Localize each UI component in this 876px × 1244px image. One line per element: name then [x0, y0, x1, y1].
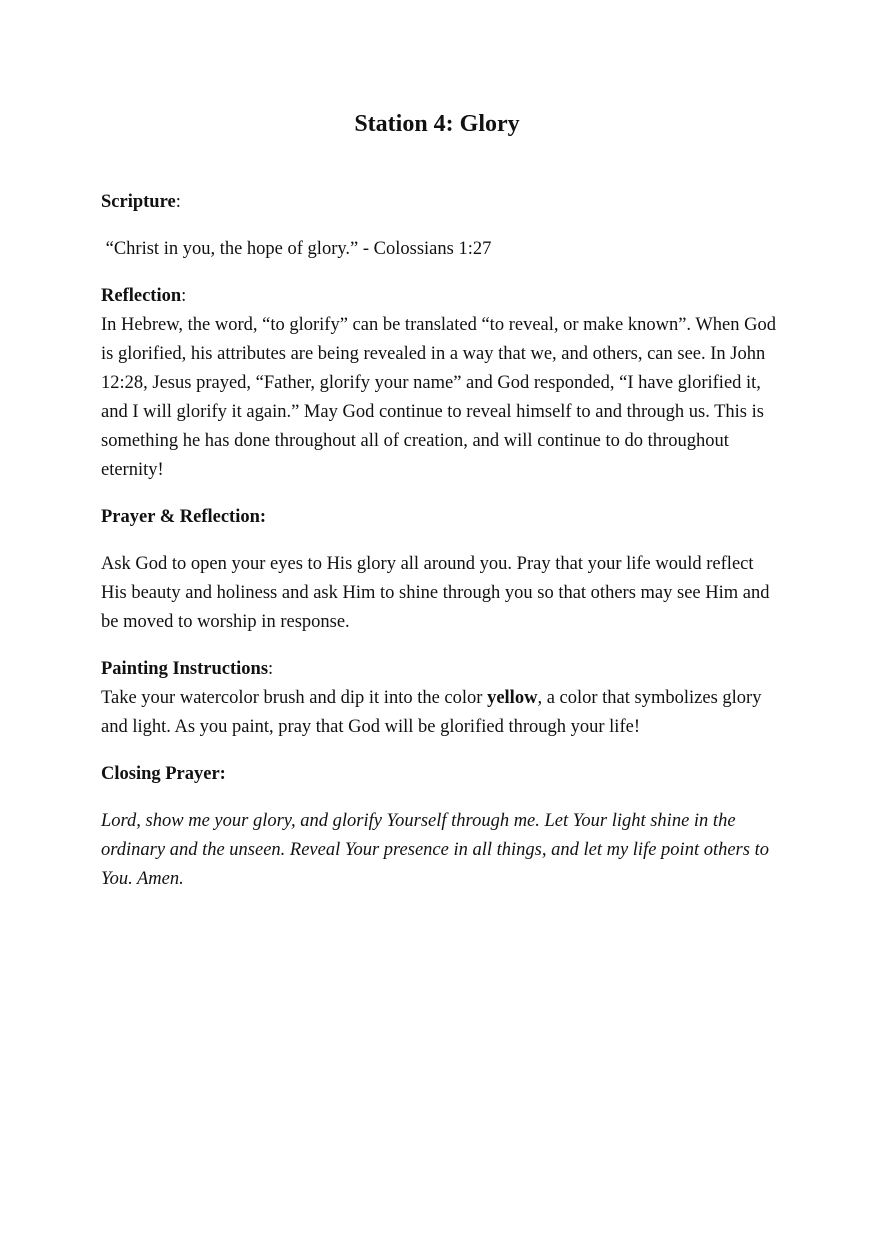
prayer-reflection-heading: Prayer & Reflection:: [101, 507, 267, 527]
scripture-heading-line: [101, 188, 777, 217]
closing-prayer-heading: Closing Prayer:: [101, 764, 226, 784]
painting-heading-line: [101, 655, 777, 684]
painting-body: [101, 684, 777, 742]
scripture-heading-colon: :: [175, 192, 181, 212]
reflection-heading-colon: :: [181, 286, 187, 306]
painting-color-word: yellow: [487, 688, 538, 708]
reflection-body: In Hebrew, the word, “to glorify” can be translated “to reveal, or make known”. When God is glorified, his attributes are being revealed in a way that we, and others, can see. In John 12:28, Jesus prayed, “Father, glorify your name” and God responded, “I have glorified it, and I will glorify it again.” May God continue to reveal himself to and through us. This is something he has done throughout all of creation, and will continue to do throughout eternity!: [101, 315, 776, 480]
page-title: Station 4: Glory: [354, 111, 520, 137]
prayer-reflection-body: Ask God to open your eyes to His glory all around you. Pray that your life would reflect His beauty and holiness and ask Him to shine through you so that others may see Him and be moved to worship in response.: [101, 554, 770, 632]
scripture-heading: Scripture: [101, 192, 176, 212]
painting-heading: Painting Instructions: [101, 659, 269, 679]
closing-prayer-body: Lord, show me your glory, and glorify Yourself through me. Let Your light shine in the ordinary and the unseen. Reveal Your presence in all things, and let my life point others to You. Amen.: [101, 811, 769, 889]
painting-body-before: Take your watercolor brush and dip it into the color: [101, 688, 488, 708]
scripture-verse: “Christ in you, the hope of glory.” - Colossians 1:27: [101, 239, 492, 259]
reflection-heading: Reflection: [101, 286, 182, 306]
painting-heading-colon: :: [268, 659, 274, 679]
painting-body-after: , a color that symbolizes glory and light. As you paint, pray that God will be glorified through your life!: [101, 688, 762, 737]
reflection-heading-line: [101, 282, 777, 311]
